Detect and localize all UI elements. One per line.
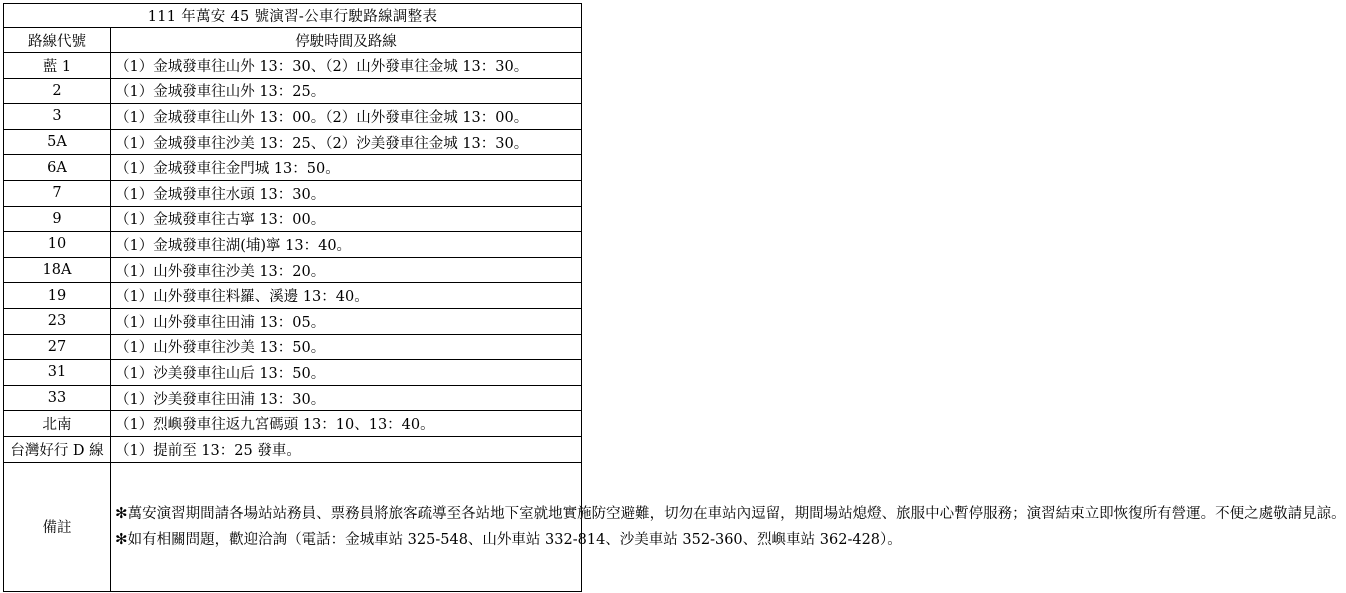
route-column-header: 路線代號 bbox=[4, 28, 111, 53]
route-detail: （1）沙美發車往山后 13：50。 bbox=[111, 360, 582, 386]
notes-row bbox=[4, 462, 582, 591]
route-code: 33 bbox=[4, 385, 111, 411]
table-row bbox=[4, 360, 582, 386]
route-detail: （1）山外發車往料羅、溪邊 13：40。 bbox=[111, 283, 582, 309]
route-code: 7 bbox=[4, 180, 111, 206]
route-detail: （1）金城發車往山外 13：30、（2）山外發車往金城 13：30。 bbox=[111, 53, 582, 79]
asterisk-icon: ✻ bbox=[115, 529, 128, 548]
route-code: 31 bbox=[4, 360, 111, 386]
table-row bbox=[4, 436, 582, 462]
table-row bbox=[4, 385, 582, 411]
note-contact-text: 如有相關問題，歡迎洽詢（電話：金城車站 325-548、山外車站 332-814、沙美車站 352-360、烈嶼車站 362-428）。 bbox=[127, 531, 902, 548]
route-code: 北南 bbox=[4, 411, 111, 437]
route-detail: （1）山外發車往沙美 13：50。 bbox=[111, 334, 582, 360]
route-code: 9 bbox=[4, 206, 111, 232]
route-detail: （1）山外發車往田浦 13：05。 bbox=[111, 308, 582, 334]
route-detail: （1）沙美發車往田浦 13：30。 bbox=[111, 385, 582, 411]
table-row bbox=[4, 411, 582, 437]
notes-label: 備註 bbox=[4, 462, 111, 591]
table-row bbox=[4, 129, 582, 155]
route-detail: （1）金城發車往沙美 13：25、（2）沙美發車往金城 13：30。 bbox=[111, 129, 582, 155]
notes-body bbox=[111, 462, 1346, 591]
detail-column-header: 停駛時間及路線 bbox=[111, 28, 582, 53]
route-code: 18A bbox=[4, 257, 111, 283]
route-code: 台灣好行 D 線 bbox=[4, 436, 111, 462]
table-row bbox=[4, 257, 582, 283]
header-row bbox=[4, 28, 582, 53]
route-code: 10 bbox=[4, 232, 111, 258]
asterisk-icon: ✻ bbox=[115, 504, 128, 522]
table-row bbox=[4, 155, 582, 181]
route-detail: （1）金城發車往金門城 13：50。 bbox=[111, 155, 582, 181]
route-detail: （1）提前至 13：25 發車。 bbox=[111, 436, 582, 462]
table-row bbox=[4, 334, 582, 360]
table-row bbox=[4, 232, 582, 258]
route-code: 19 bbox=[4, 283, 111, 309]
bus-route-adjustment-table bbox=[3, 3, 1346, 592]
route-code: 2 bbox=[4, 78, 111, 104]
route-code: 5A bbox=[4, 129, 111, 155]
route-code: 藍 1 bbox=[4, 53, 111, 79]
table-row bbox=[4, 104, 582, 130]
route-code: 6A bbox=[4, 155, 111, 181]
table-row bbox=[4, 283, 582, 309]
table-row bbox=[4, 206, 582, 232]
route-detail: （1）金城發車往水頭 13：30。 bbox=[111, 180, 582, 206]
table-row bbox=[4, 53, 582, 79]
title-row bbox=[4, 4, 582, 28]
table-row bbox=[4, 308, 582, 334]
table-row bbox=[4, 78, 582, 104]
route-detail: （1）山外發車往沙美 13：20。 bbox=[111, 257, 582, 283]
route-detail: （1）金城發車往古寧 13：00。 bbox=[111, 206, 582, 232]
route-detail: （1）金城發車往山外 13：00。（2）山外發車往金城 13：00。 bbox=[111, 104, 582, 130]
route-code: 27 bbox=[4, 334, 111, 360]
route-detail: （1）烈嶼發車往返九宮碼頭 13：10、13：40。 bbox=[111, 411, 582, 437]
route-detail: （1）金城發車往山外 13：25。 bbox=[111, 78, 582, 104]
table-title: 111 年萬安 45 號演習-公車行駛路線調整表 bbox=[4, 4, 582, 28]
note-evacuation-text: 萬安演習期間請各場站站務員、票務員將旅客疏導至各站地下室就地實施防空避難，切勿在車站內逗留，期間場站熄燈、旅服中心暫停服務；演習結束立即恢復所有營運。不便之處敬請見諒。 bbox=[127, 506, 1346, 522]
note-contact bbox=[115, 527, 902, 553]
route-detail: （1）金城發車往湖(埔)寧 13：40。 bbox=[111, 232, 582, 258]
note-evacuation bbox=[115, 501, 1346, 527]
route-code: 23 bbox=[4, 308, 111, 334]
table-row bbox=[4, 180, 582, 206]
route-code: 3 bbox=[4, 104, 111, 130]
